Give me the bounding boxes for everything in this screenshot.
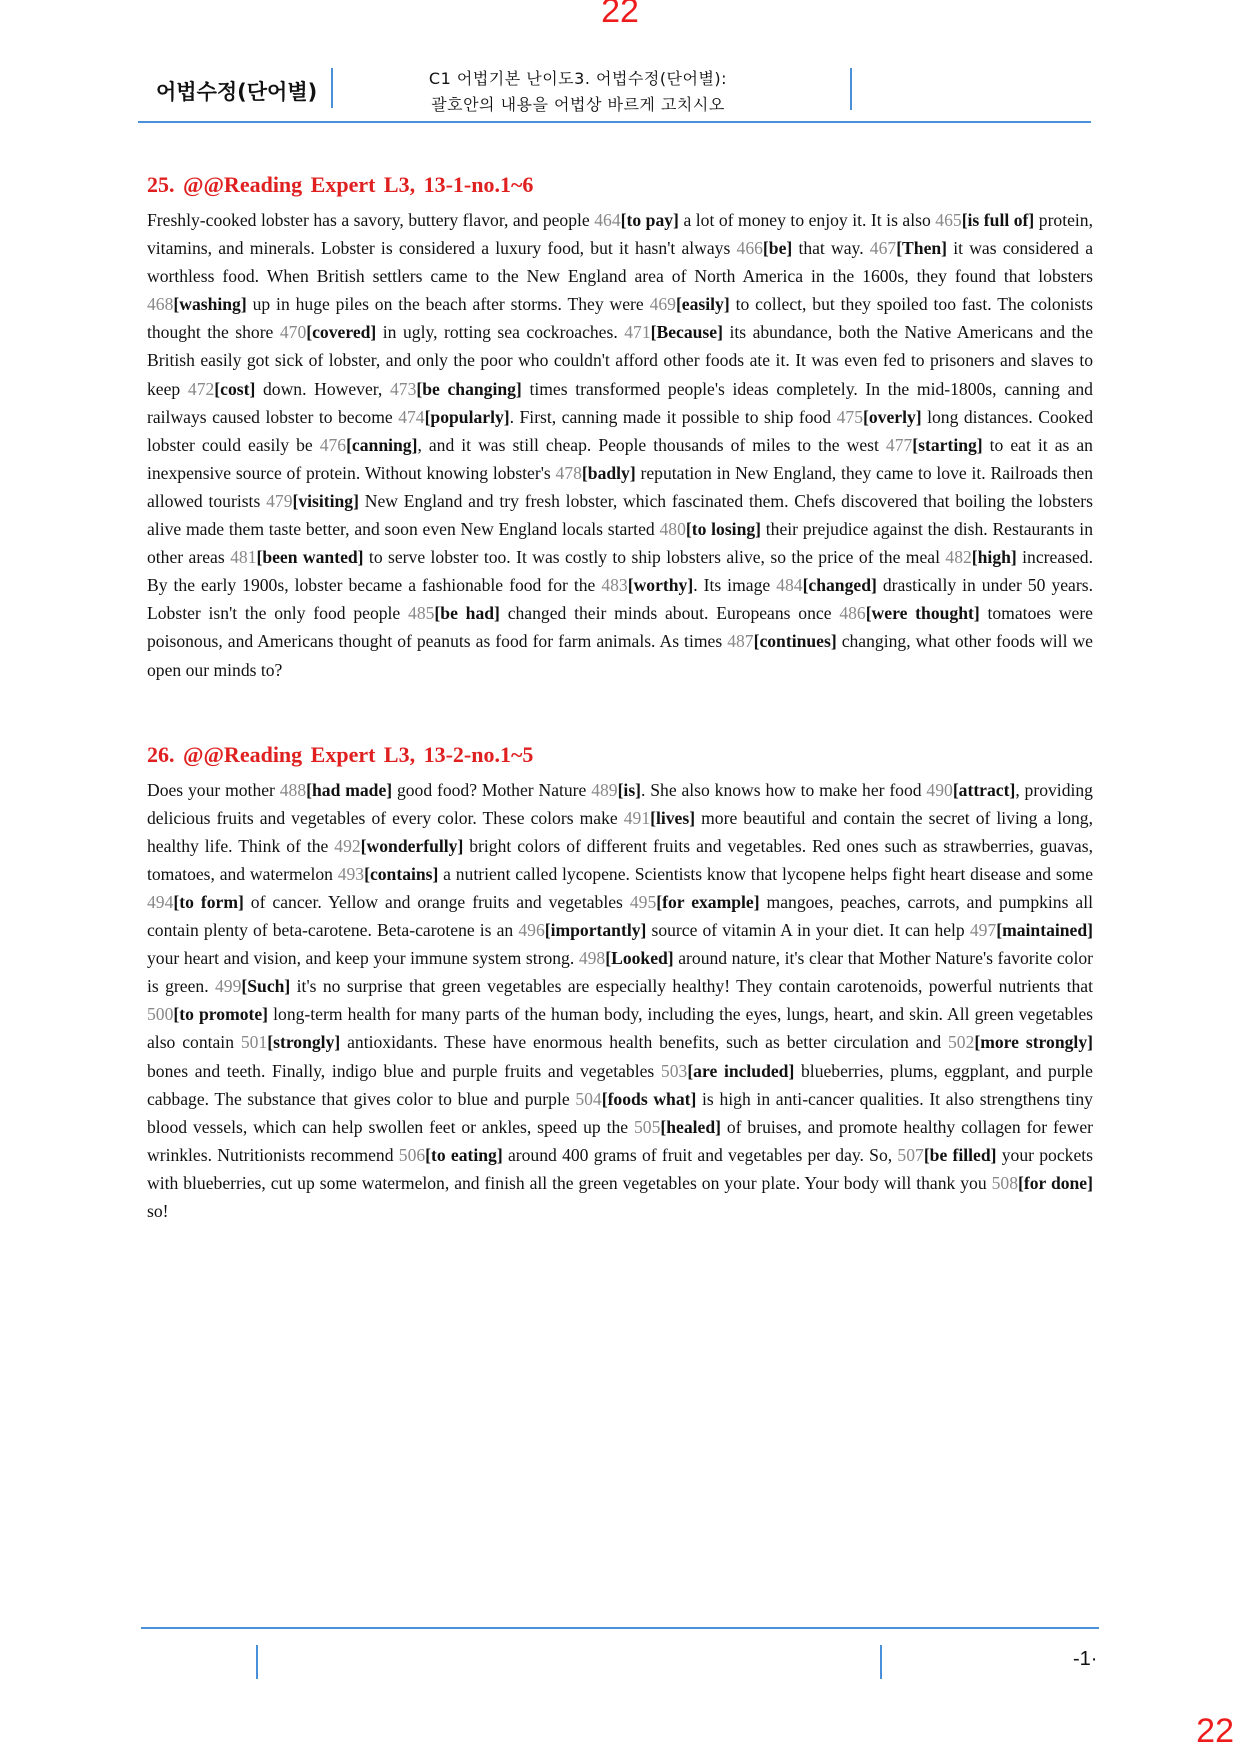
question-number: 493 [337,863,365,884]
passage-text: up in huge piles on the beach after storms. They were [246,294,650,315]
question-number: 471 [624,322,651,343]
question-number: 473 [389,378,417,399]
question-number: 488 [279,779,307,800]
passage-text: blueberries, plums, eggplant, and purple cabbage. The substance that gives color to blue and purple [147,1060,1093,1109]
passage-text: it was considered a worthless food. When British settlers came to the New England area of North America in the 1600s, they found that lobsters [147,238,1093,287]
question-number: 499 [215,976,242,997]
passage-text: source of vitamin A in your diet. It can help [646,920,970,941]
passage-text: that way. [792,238,870,259]
bracketed-answer: [importantly] [544,920,647,941]
question-number: 472 [187,378,215,399]
passage-text: to collect, but they spoiled too fast. The colonists thought the shore [147,294,1093,343]
question-number: 494 [147,891,174,912]
passage-text: New England and try fresh lobster, which fascinated them. Chefs discovered that boiling the lobsters alive made them taste better, and soon even New England locals started [147,490,1093,540]
passage-text: . Its image [693,575,777,596]
question-number: 479 [266,490,293,511]
bracketed-answer: [worthy] [627,575,694,596]
passage-text: a nutrient called lycopene. Scientists know that lycopene helps fight heart disease and some [438,863,1094,884]
passage-text: is high in anti-cancer qualities. It also strengthens tiny blood vessels, which can help swollen feet or ankles, speed up the [147,1088,1093,1137]
bracketed-answer: [continues] [753,631,837,652]
bracketed-answer: [starting] [912,434,983,455]
question-number: 474 [398,406,425,427]
footer-divider-left [256,1645,258,1679]
bracketed-answer: [Because] [650,322,723,343]
question-number: 504 [575,1088,602,1109]
bracketed-answer: [to pay] [620,210,679,230]
passage-text: its abundance, both the Native Americans and the British easily got sick of lobster, and only the poor who couldn't afford other foods ate it. It was even fed to prisoners and slaves to keep [147,322,1094,399]
question-number: 485 [408,603,435,624]
bracketed-answer: [high] [971,547,1017,568]
exercise-title: 25. @@Reading Expert L3, 13-1-no.1~6 [147,172,534,197]
bracketed-answer: [Then] [896,238,948,259]
question-number: 496 [518,920,545,941]
question-number: 491 [623,807,651,828]
passage-text: protein, vitamins, and minerals. Lobster is considered a luxury food, but it hasn't always [147,210,1093,259]
question-number: 486 [839,603,866,624]
exercise-passage [147,776,1093,1226]
question-number: 489 [591,779,618,800]
bracketed-answer: [to eating] [425,1144,503,1165]
passage-text: antioxidants. These have enormous health benefits, such as better circulation and [340,1032,948,1053]
passage-text: tomatoes were poisonous, and Americans thought of peanuts as food for farm animals. As times [147,603,1093,652]
footer-page-marker: -1· [1073,1648,1098,1670]
bracketed-answer: [badly] [581,462,636,483]
passage-text: of bruises, and promote healthy collagen for fewer wrinkles. Nutritionists recommend [147,1116,1094,1165]
bracketed-answer: [strongly] [267,1032,341,1053]
bracketed-answer: [to losing] [685,519,762,540]
passage-text: , and it was still cheap. People thousands of miles to the west [417,434,886,455]
bracketed-answer: [cost] [214,378,256,399]
question-number: 501 [240,1032,268,1053]
header-title-line-2: 괄호안의 내용을 어법상 바르게 고치시오 [431,95,725,114]
bracketed-answer: [covered] [306,322,377,343]
page-number-top: 22 [601,0,639,30]
question-number: 503 [660,1060,688,1081]
passage-text: it's no surprise that green vegetables are especially healthy! They contain carotenoids, powerful nutrients that [290,976,1093,997]
bracketed-answer: [be filled] [923,1144,997,1165]
bracketed-answer: [changed] [802,575,877,596]
passage-text: around 400 grams of fruit and vegetables per day. So, [502,1144,898,1165]
footer-rule [141,1627,1099,1629]
passage-text: their prejudice against the dish. Restaurants in other areas [147,519,1093,568]
document-body [147,172,1093,1283]
question-number: 478 [555,462,582,483]
passage-text: Freshly-cooked lobster has a savory, buttery flavor, and people [147,210,595,230]
bracketed-answer: [be changing] [416,378,522,399]
question-number: 498 [578,948,606,969]
page-number-bottom: 22 [1196,1712,1234,1750]
passage-text: your pockets with blueberries, cut up some watermelon, and finish all the green vegetables on your plate. Your body will thank you [147,1144,1093,1193]
question-number: 480 [659,519,686,540]
question-number: 506 [398,1144,426,1165]
question-number: 490 [926,779,953,800]
question-number: 497 [969,920,997,941]
question-number: 507 [897,1144,924,1165]
passage-text: around nature, it's clear that Mother Nature's favorite color is green. [147,948,1093,997]
question-number: 481 [230,547,257,568]
passage-text: drastically in under 50 years. Lobster isn't the only food people [147,575,1093,624]
question-number: 508 [991,1172,1018,1193]
section-label: 어법수정(단어별) [156,80,318,104]
passage-text: mangoes, peaches, carrots, and pumpkins all contain plenty of beta-carotene. Beta-carotene is an [147,891,1093,941]
bracketed-answer: [attract] [952,779,1016,800]
bracketed-answer: [Looked] [605,948,674,969]
question-number: 465 [935,210,962,230]
bracketed-answer: [overly] [863,406,922,427]
passage-text: long-term health for many parts of the human body, including the eyes, lungs, heart, and skin. All green vegetables also contain [147,1004,1093,1053]
bracketed-answer: [visiting] [292,490,359,511]
passage-text: in ugly, rotting sea cockroaches. [376,322,625,343]
passage-text: changed their minds about. Europeans once [499,603,840,624]
passage-text: to serve lobster too. It was costly to ship lobsters alive, so the price of the meal [363,547,946,568]
passage-text: down. However, [255,378,390,399]
passage-text: bright colors of different fruits and vegetables. Red ones such as strawberries, guavas, tomatoes, and watermelon [147,835,1093,884]
passage-text: , providing delicious fruits and vegetables of every color. These colors make [147,779,1093,828]
passage-text: a lot of money to enjoy it. It is also [678,210,936,230]
question-number: 469 [649,294,676,315]
question-number: 470 [279,322,307,343]
bracketed-answer: [washing] [173,294,247,315]
passage-text: of cancer. Yellow and orange fruits and vegetables [243,891,630,912]
bracketed-answer: [maintained] [996,920,1093,941]
passage-text: so! [147,1201,169,1221]
header-divider-right [850,68,852,110]
page-header [138,60,1104,124]
passage-text: reputation in New England, they came to love it. Railroads then allowed tourists [147,462,1093,511]
question-number: 476 [319,434,347,455]
passage-text: Does your mother [147,779,280,800]
question-number: 500 [147,1004,174,1025]
bracketed-answer: [lives] [650,807,696,828]
footer-divider-right [880,1645,882,1679]
bracketed-answer: [canning] [346,434,418,455]
bracketed-answer: [Such] [241,976,291,997]
passage-text: bones and teeth. Finally, indigo blue and purple fruits and vegetables [147,1060,661,1081]
bracketed-answer: [be had] [434,603,500,624]
passage-text: changing, what other foods will we open our minds to? [147,631,1093,680]
question-number: 482 [945,547,972,568]
question-number: 483 [601,575,628,596]
bracketed-answer: [more strongly] [974,1032,1093,1053]
bracketed-answer: [popularly] [424,406,510,427]
passage-text: long distances. Cooked lobster could easily be [147,406,1093,455]
bracketed-answer: [is full of] [961,210,1035,230]
question-number: 505 [634,1116,661,1137]
question-number: 475 [836,406,863,427]
passage-text: . She also knows how to make her food [641,779,927,800]
bracketed-answer: [wonderfully] [360,835,464,856]
bracketed-answer: [for done] [1017,1172,1093,1193]
exercise-section [147,742,1093,1226]
bracketed-answer: [easily] [675,294,730,315]
bracketed-answer: [are included] [687,1060,795,1081]
bracketed-answer: [to form] [173,891,244,912]
passage-text: times transformed people's ideas completely. In the mid-1800s, canning and railways caused lobster to become [147,378,1093,427]
bracketed-answer: [be] [762,238,793,259]
bracketed-answer: [contains] [364,863,439,884]
exercise-title: 26. @@Reading Expert L3, 13-2-no.1~5 [147,741,534,767]
bracketed-answer: [is] [617,779,642,800]
passage-text: good food? Mother Nature [392,779,592,800]
bracketed-answer: [had made] [306,779,393,800]
header-title-line-1: C1 어법기본 난이도3. 어법수정(단어별): [428,69,728,88]
question-number: 495 [629,891,657,912]
bracketed-answer: [were thought] [865,603,980,624]
bracketed-answer: [healed] [660,1116,721,1137]
question-number: 477 [885,434,913,455]
passage-text: more beautiful and contain the secret of living a long, healthy life. Think of the [147,807,1093,856]
question-number: 487 [727,631,754,652]
passage-text: your heart and vision, and keep your immune system strong. [147,948,579,969]
question-number: 492 [334,835,361,856]
bracketed-answer: [to promote] [173,1004,269,1025]
question-number: 468 [147,294,174,315]
passage-text: increased. By the early 1900s, lobster became a fashionable food for the [147,547,1093,596]
bracketed-answer: [been wanted] [256,547,364,568]
bracketed-answer: [foods what] [601,1088,697,1109]
passage-text: to eat it as an inexpensive source of protein. Without knowing lobster's [147,434,1093,483]
question-number: 464 [594,210,621,230]
passage-text: . First, canning made it possible to ship food [509,406,837,427]
question-number: 502 [947,1032,975,1053]
exercise-passage [147,206,1093,684]
exercise-section [147,172,1093,684]
question-number: 484 [776,575,803,596]
question-number: 467 [869,238,897,259]
question-number: 466 [736,238,763,259]
header-rule [138,121,1091,123]
bracketed-answer: [for example] [656,891,760,912]
